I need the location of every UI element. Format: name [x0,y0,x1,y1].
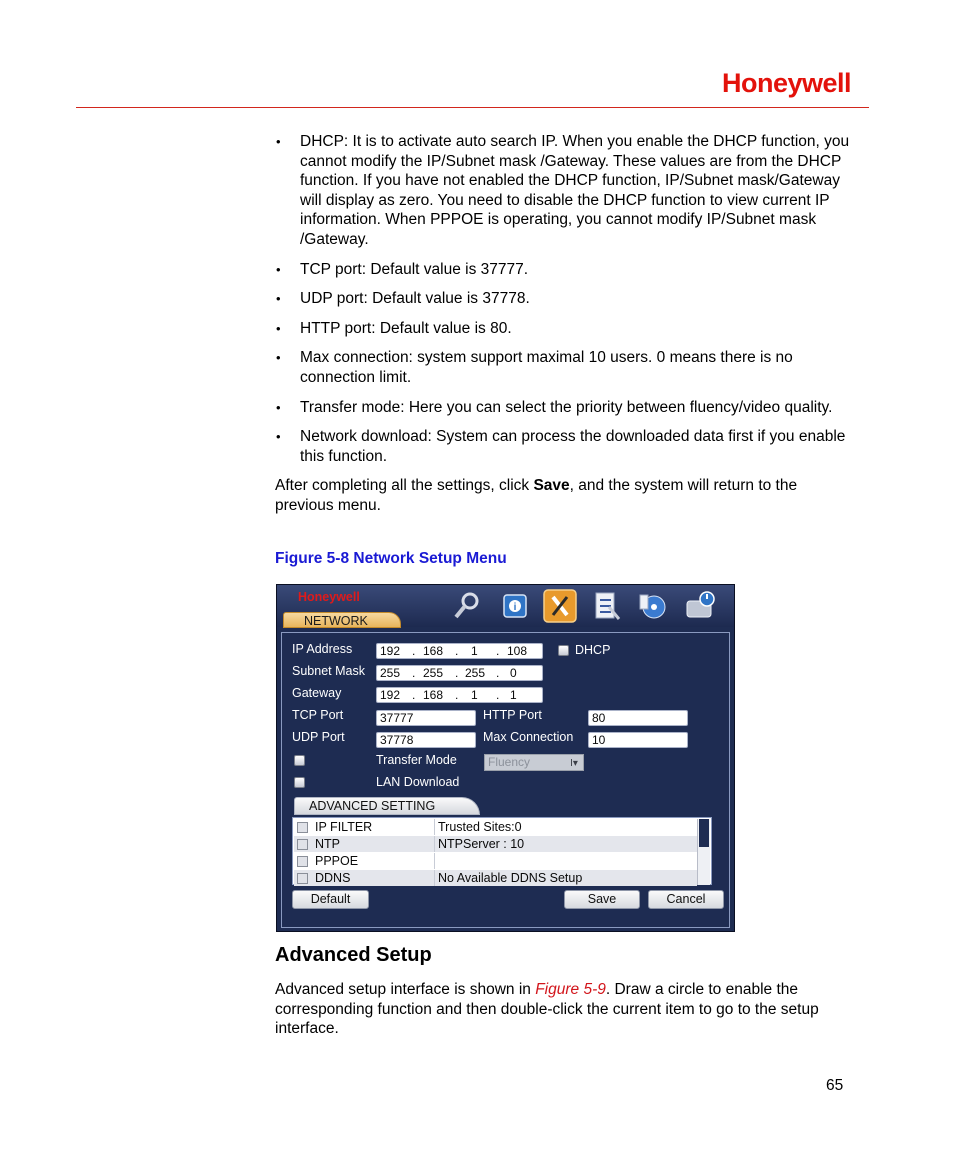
list-item[interactable]: PPPOE [294,853,697,869]
checklist-icon[interactable] [589,589,623,623]
dhcp-label: DHCP [575,643,611,657]
http-port-label: HTTP Port [483,708,542,722]
figure-link[interactable]: Figure 5-9 [535,981,606,998]
svg-text:i: i [513,602,517,613]
udp-port-field[interactable]: 37778 [376,732,476,748]
bullet-list [275,132,850,466]
tcp-port-label: TCP Port [292,708,344,722]
list-item: • HTTP port: Default value is 80. [276,319,512,337]
section-heading: Advanced Setup [275,944,432,966]
ip-address-field[interactable]: 192 . 168 . 1 . 108 [376,643,543,659]
backup-disc-icon[interactable] [636,589,670,623]
subnet-mask-label: Subnet Mask [292,664,365,678]
save-button[interactable]: Save [564,890,640,909]
page-number: 65 [826,1077,844,1094]
list-scrollbar[interactable] [697,819,710,885]
transfer-mode-checkbox[interactable] [294,755,305,766]
list-item: • Transfer mode: Here you can select the priority between fluency/video quality. [276,398,833,416]
row-checkbox[interactable] [297,839,308,850]
shutdown-hdd-icon[interactable] [683,589,717,623]
network-setup-screenshot [276,584,735,932]
info-book-icon[interactable] [499,589,533,623]
dvr-brand: Honeywell [298,590,360,604]
lan-download-label: LAN Download [376,775,460,789]
tcp-port-field[interactable]: 37777 [376,710,476,726]
gateway-field[interactable]: 192 . 168 . 1 . 1 [376,687,543,703]
honeywell-logo: Honeywell [722,68,852,98]
ip-address-label: IP Address [292,642,353,656]
header-rule [76,107,869,108]
list-item: • Max connection: system support maximal 10 users. 0 means there is no connection limit. [276,349,793,386]
max-connection-field[interactable]: 10 [588,732,688,748]
advanced-setup-paragraph: Advanced setup interface is shown in Figure 5-9. Draw a circle to enable the corresponding function and then double-click the current item to go to the setup interface. [275,981,819,1038]
list-item: • DHCP: It is to activate auto search IP. When you enable the DHCP function, you cannot modify the IP/Subnet mask /Gateway. These values are from the DHCP function. If you have not enabled the DHCP function, IP/Subnet mask/Gateway will display as zero. You need to disable the DHCP function to view current IP information. When PPPOE is operating, you cannot modify IP/Subnet mask /Gateway. [276,133,850,248]
subnet-mask-field[interactable]: 255 . 255 . 255 . 0 [376,665,543,681]
udp-port-label: UDP Port [292,730,345,744]
network-panel [281,632,730,928]
dhcp-checkbox[interactable] [558,645,569,656]
row-checkbox[interactable] [297,873,308,884]
cancel-button[interactable]: Cancel [648,890,724,909]
row-checkbox[interactable] [297,822,308,833]
after-settings-paragraph: After completing all the settings, click Save, and the system will return to the previous menu. [275,477,798,514]
search-icon[interactable] [451,589,485,623]
list-item: • UDP port: Default value is 37778. [276,290,530,308]
lan-download-checkbox[interactable] [294,777,305,788]
row-checkbox[interactable] [297,856,308,867]
figure-caption: Figure 5-8 Network Setup Menu [275,550,507,567]
list-item[interactable]: NTP NTPServer : 10 [294,836,697,852]
default-button[interactable]: Default [292,890,369,909]
tab-advanced-setting[interactable]: ADVANCED SETTING [294,797,480,815]
body-text [275,132,850,516]
list-item: • Network download: System can process the downloaded data first if you enable this function. [276,428,846,465]
list-item[interactable]: IP FILTER Trusted Sites:0 [294,819,697,835]
setting-tools-icon[interactable] [543,589,577,623]
list-item: • TCP port: Default value is 37777. [276,260,529,278]
transfer-mode-label: Transfer Mode [376,753,457,767]
tab-network[interactable]: NETWORK [283,612,401,628]
list-item[interactable]: DDNS No Available DDNS Setup [294,870,697,886]
gateway-label: Gateway [292,686,342,700]
transfer-mode-select[interactable]: Fluency I▾ [484,754,584,771]
chevron-down-icon: I▾ [570,758,578,769]
max-connection-label: Max Connection [483,730,574,744]
http-port-field[interactable]: 80 [588,710,688,726]
advanced-setting-list [292,817,712,885]
